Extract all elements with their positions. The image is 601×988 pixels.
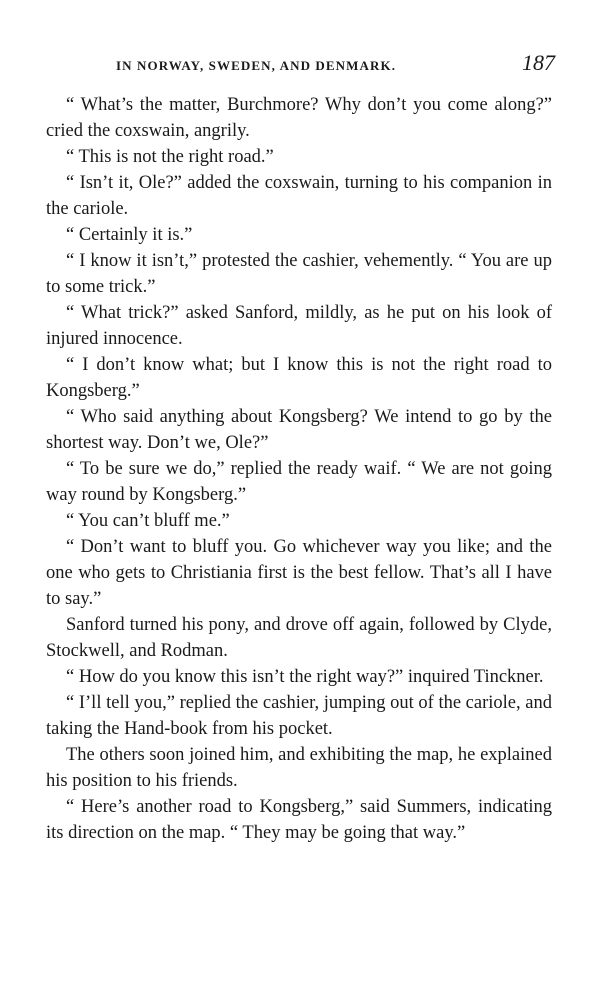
paragraph: “ You can’t bluff me.” (66, 511, 230, 531)
paragraph: “ Isn’t it, Ole?” added the coxswain, turning to his companion in the cariole. (46, 173, 552, 219)
paragraph: “ Who said anything about Kongsberg? We intend to go by the shortest way. Don’t we, Ole?” (46, 407, 552, 453)
paragraph: “ What trick?” asked Sanford, mildly, as he put on his look of injured innocence. (46, 303, 552, 349)
paragraph: “ To be sure we do,” replied the ready waif. “ We are not going way round by Kongsberg.” (46, 459, 552, 505)
body-text (46, 92, 552, 846)
paragraph: “ Here’s another road to Kongsberg,” said Summers, indicating its direction on the map. “ They may be going that way.” (46, 797, 552, 843)
running-head: IN NORWAY, SWEDEN, AND DENMARK. (116, 58, 397, 73)
paragraph: “ I’ll tell you,” replied the cashier, jumping out of the cariole, and taking the Hand-book from his pocket. (46, 693, 552, 739)
paragraph: The others soon joined him, and exhibiting the map, he explained his position to his friends. (46, 745, 552, 791)
paragraph: “ What’s the matter, Burchmore? Why don’t you come along?” cried the coxswain, angrily. (46, 95, 552, 141)
paragraph: “ This is not the right road.” (66, 147, 274, 167)
paragraph: “ I know it isn’t,” protested the cashier, vehemently. “ You are up to some trick.” (46, 251, 552, 297)
paragraph: “ I don’t know what; but I know this is not the right road to Kongsberg.” (46, 355, 552, 401)
paragraph: “ Certainly it is.” (66, 225, 193, 245)
paragraph: Sanford turned his pony, and drove off again, followed by Clyde, Stockwell, and Rodman. (46, 615, 552, 661)
page-number: 187 (522, 50, 555, 75)
paragraph: “ How do you know this isn’t the right way?” inquired Tinckner. (66, 667, 544, 687)
paragraph: “ Don’t want to bluff you. Go whichever way you like; and the one who gets to Christiania first is the best fellow. That’s all I have to say.” (46, 537, 552, 609)
page-header (46, 50, 555, 80)
